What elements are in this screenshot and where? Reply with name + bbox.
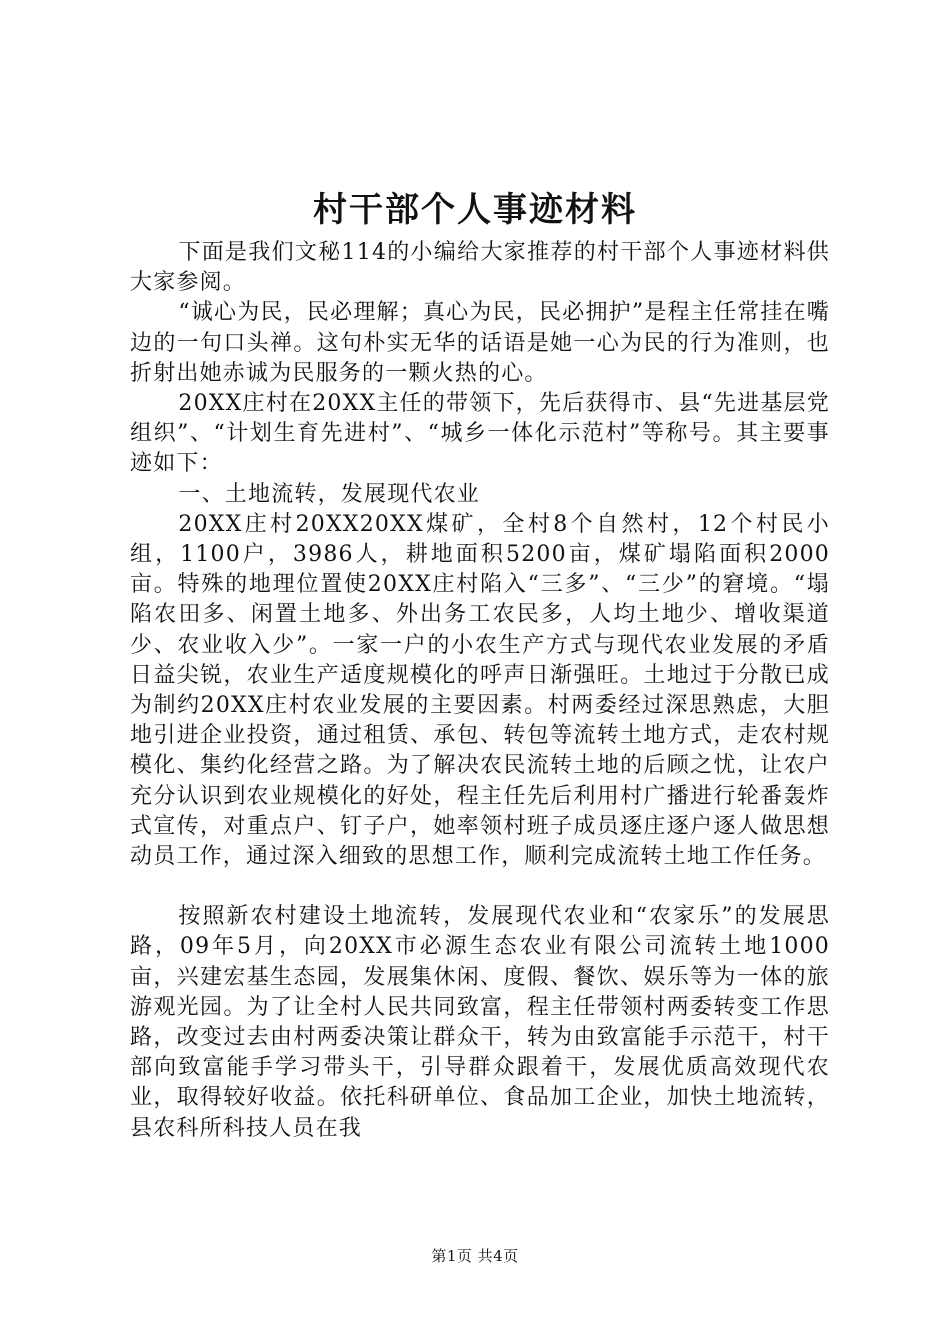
- intro-paragraph: 下面是我们文秘114的小编给大家推荐的村干部个人事迹材料供大家参阅。: [130, 240, 830, 296]
- document-body: [130, 238, 830, 1144]
- quote-paragraph: “诚心为民，民必理解；真心为民，民必拥护”是程主任常挂在嘴边的一句口头禅。这句朴实无华的话语是她一心为民的行为准则，也折射出她赤诚为民服务的一颗火热的心。: [130, 300, 830, 386]
- honors-paragraph: 20XX庄村在20XX主任的带领下，先后获得市、县“先进基层党组织”、“计划生育先进村”、“城乡一体化示范村”等称号。其主要事迹如下：: [130, 391, 830, 477]
- land-transfer-paragraph: 20XX庄村20XX20XX煤矿，全村8个自然村，12个村民小组，1100户，3986人，耕地面积5200亩，煤矿塌陷面积2000亩。特殊的地理位置使20XX庄村陷入“三多”、“三少”的窘境。“塌陷农田多、闲置土地多、外出务工农民多，人均土地少、增收渠道少、农业收入少”。一家一户的小农生产方式与现代农业发展的矛盾日益尖锐，农业生产适度规模化的呼声日渐强旺。土地过于分散已成为制约20XX庄村农业发展的主要因素。村两委经过深思熟虑，大胆地引进企业投资，通过租赁、承包、转包等流转土地方式，走农村规模化、集约化经营之路。为了解决农民流转土地的后顾之忧，让农户充分认识到农业规模化的好处，程主任先后利用村广播进行轮番轰炸式宣传，对重点户、钉子户，她率领村班子成员逐庄逐户逐人做思想动员工作，通过深入细致的思想工作，顺利完成流转土地工作任务。: [130, 511, 830, 870]
- section-heading: 一、土地流转，发展现代农业: [178, 481, 480, 507]
- page-footer: 第1页 共4页: [431, 1247, 519, 1265]
- modern-agriculture-paragraph: 按照新农村建设土地流转，发展现代农业和“农家乐”的发展思路，09年5月，向20XX市必源生态农业有限公司流转土地1000亩，兴建宏基生态园，发展集休闲、度假、餐饮、娱乐等为一体的旅游观光园。为了让全村人民共同致富，程主任带领村两委转变工作思路，改变过去由村两委决策让群众干，转为由致富能手示范干，村干部向致富能手学习带头干，引导群众跟着干，发展优质高效现代农业，取得较好收益。依托科研单位、食品加工企业，加快土地流转，县农科所科技人员在我: [130, 904, 830, 1141]
- document-title: 村干部个人事迹材料: [313, 190, 637, 230]
